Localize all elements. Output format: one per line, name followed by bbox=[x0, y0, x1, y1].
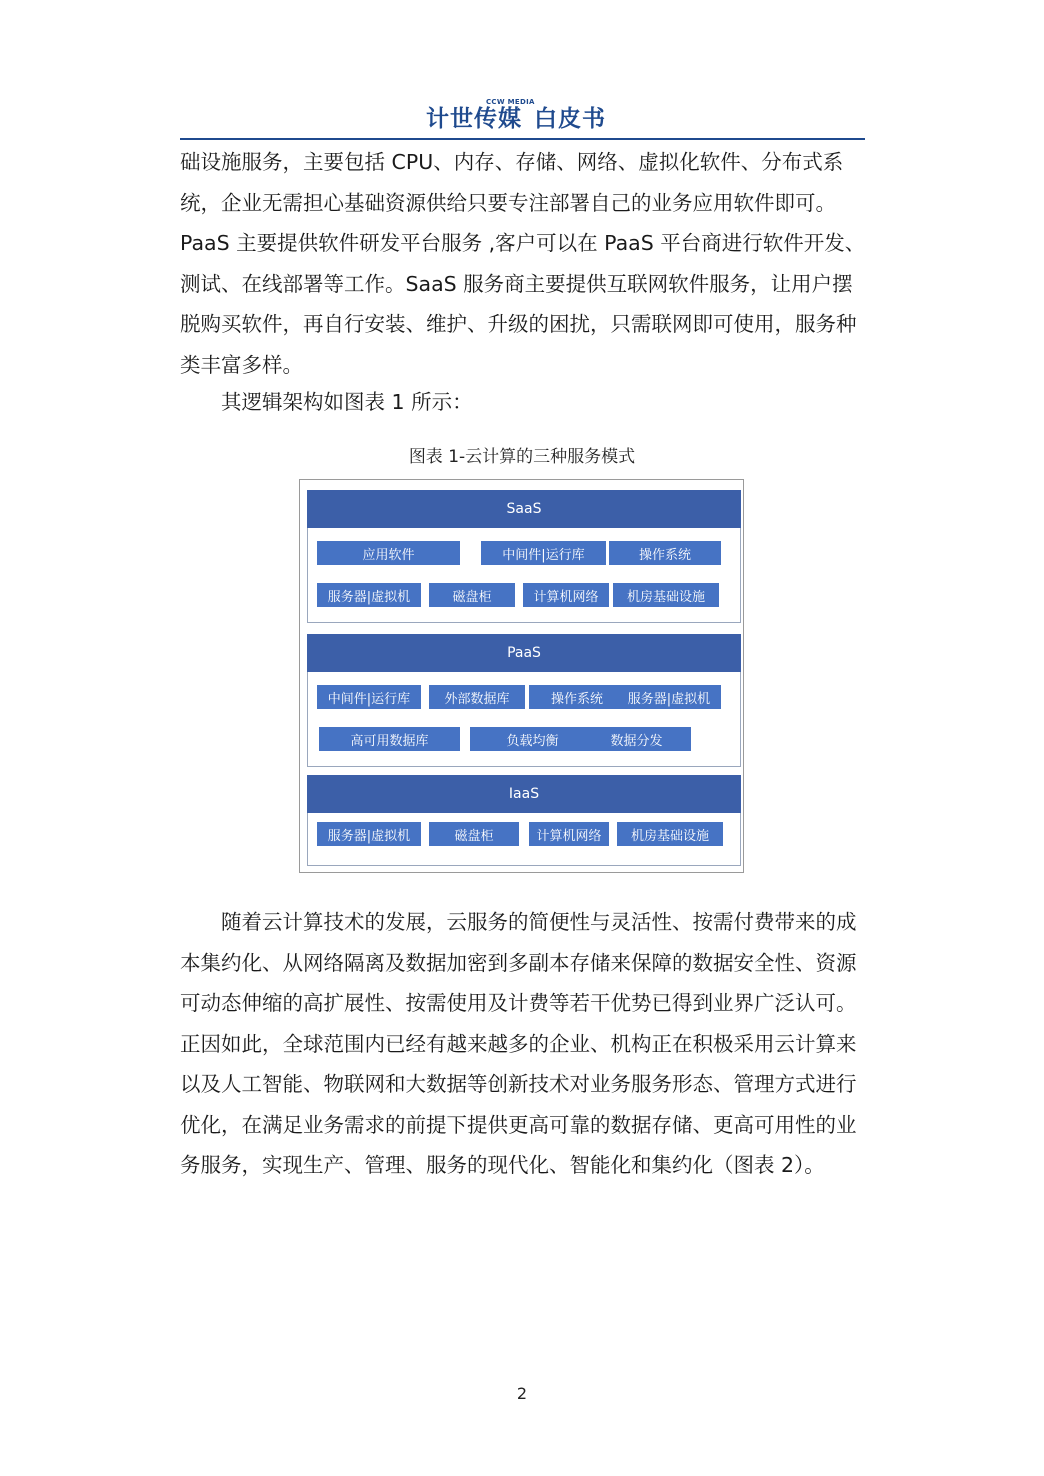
text-line: 测试、在线部署等工作。SaaS 服务商主要提供互联网软件服务，让用户摆 bbox=[180, 271, 853, 296]
diagram-cell: 服务器|虚拟机 bbox=[617, 685, 721, 709]
page-number: 2 bbox=[516, 1384, 528, 1403]
layer-title: SaaS bbox=[307, 490, 741, 528]
diagram-cell: 中间件|运行库 bbox=[481, 541, 606, 565]
paragraph-1 bbox=[180, 142, 866, 385]
text-line: 类丰富多样。 bbox=[180, 352, 303, 377]
diagram-cell: 应用软件 bbox=[317, 541, 460, 565]
text-line: 可动态伸缩的高扩展性、按需使用及计费等若干优势已得到业界广泛认可。 bbox=[180, 991, 857, 1015]
logo-main-text: 计世传媒 bbox=[426, 106, 522, 132]
diagram-cell: 操作系统 bbox=[609, 541, 721, 565]
diagram-cell: 机房基础设施 bbox=[613, 583, 719, 607]
text-line: 脱购买软件，再自行安装、维护、升级的困扰，只需联网即可使用，服务种 bbox=[180, 312, 857, 336]
layer-title: PaaS bbox=[307, 634, 741, 672]
text-line: 以及人工智能、物联网和大数据等创新技术对业务服务形态、管理方式进行 bbox=[180, 1072, 857, 1096]
diagram-cell: 计算机网络 bbox=[529, 822, 609, 846]
layer-title: IaaS bbox=[307, 775, 741, 813]
header-divider bbox=[180, 138, 865, 140]
diagram-cell: 磁盘柜 bbox=[429, 822, 519, 846]
diagram-cell: 中间件|运行库 bbox=[317, 685, 421, 709]
logo-tag: CCW MEDIA bbox=[486, 98, 535, 106]
diagram-cell: 磁盘柜 bbox=[429, 583, 515, 607]
diagram-cell: 服务器|虚拟机 bbox=[317, 822, 421, 846]
paragraph-3 bbox=[180, 902, 866, 1186]
paragraph-2 bbox=[180, 382, 866, 423]
diagram-cell: 外部数据库 bbox=[429, 685, 525, 709]
logo-sub-text: 白皮书 bbox=[534, 106, 606, 132]
text-line: 务服务，实现生产、管理、服务的现代化、智能化和集约化（图表 2）。 bbox=[180, 1153, 825, 1177]
text-line: PaaS 主要提供软件研发平台服务 ,客户可以在 PaaS 平台商进行软件开发、 bbox=[180, 231, 866, 255]
text-line: 本集约化、从网络隔离及数据加密到多副本存储来保障的数据安全性、资源 bbox=[180, 950, 857, 975]
diagram-cell: 负载均衡 bbox=[470, 727, 595, 751]
diagram-cell: 计算机网络 bbox=[523, 583, 609, 607]
text-line: 随着云计算技术的发展，云服务的简便性与灵活性、按需付费带来的成 bbox=[221, 910, 857, 934]
text-line: 优化，在满足业务需求的前提下提供更高可靠的数据存储、更高可用性的业 bbox=[180, 1112, 857, 1137]
layer-iaas bbox=[307, 775, 741, 866]
layer-paas bbox=[307, 634, 741, 767]
diagram-cell: 数据分发 bbox=[582, 727, 691, 751]
figure-caption: 图表 1-云计算的三种服务模式 bbox=[408, 447, 636, 467]
service-model-diagram bbox=[299, 479, 744, 873]
text-line: 础设施服务，主要包括 CPU、内存、存储、网络、虚拟化软件、分布式系 bbox=[180, 150, 844, 174]
diagram-cell: 操作系统 bbox=[529, 685, 625, 709]
page-header bbox=[0, 92, 1044, 142]
diagram-cell: 机房基础设施 bbox=[617, 822, 723, 846]
layer-saas bbox=[307, 490, 741, 623]
text-line: 正因如此，全球范围内已经有越来越多的企业、机构正在积极采用云计算来 bbox=[180, 1031, 857, 1056]
diagram-cell: 高可用数据库 bbox=[319, 727, 460, 751]
text-line: 其逻辑架构如图表 1 所示： bbox=[221, 390, 473, 414]
text-line: 统，企业无需担心基础资源供给只要专注部署自己的业务应用软件即可。 bbox=[180, 190, 836, 215]
diagram-cell: 服务器|虚拟机 bbox=[317, 583, 421, 607]
